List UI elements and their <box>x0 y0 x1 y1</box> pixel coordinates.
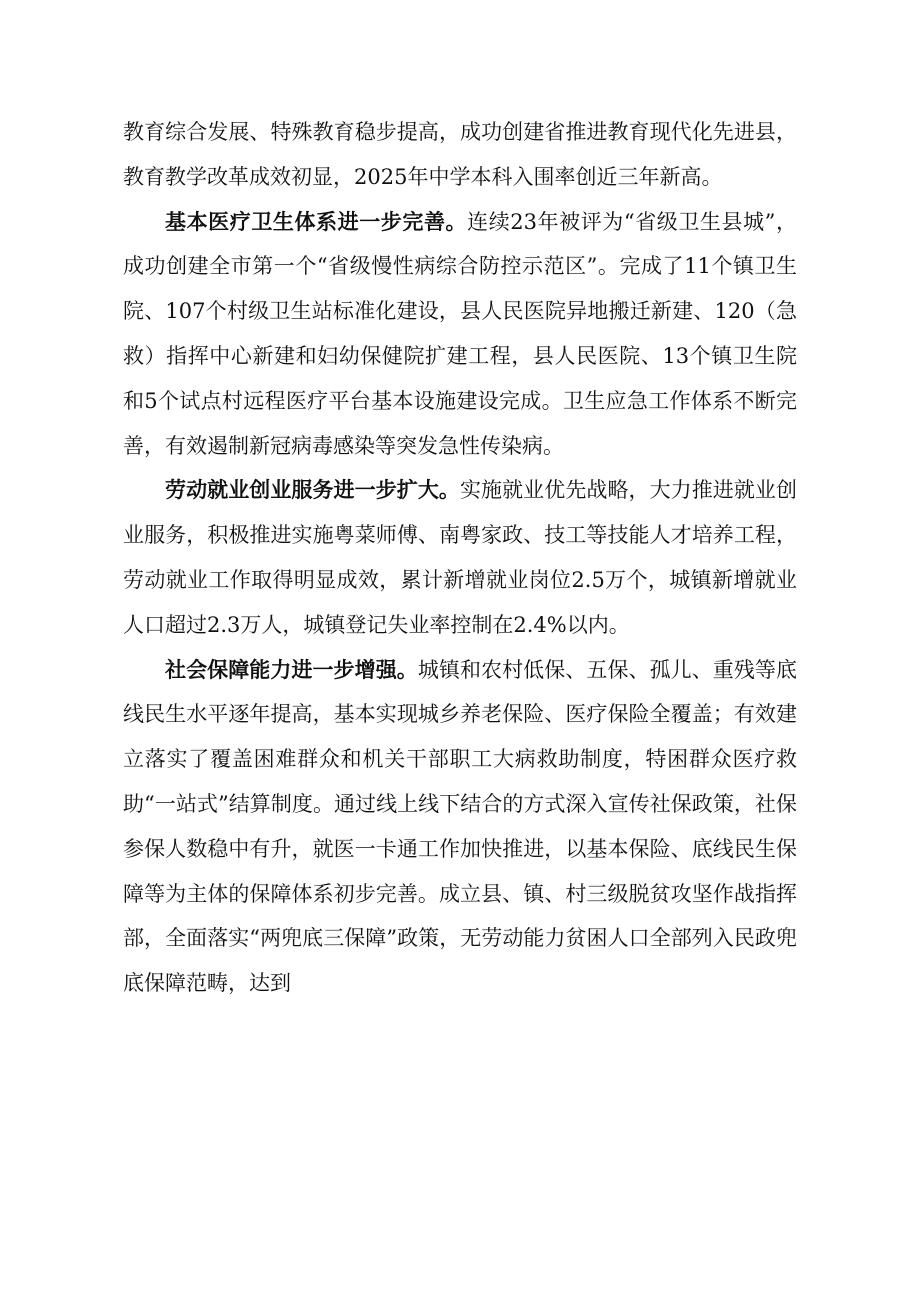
paragraph-healthcare <box>123 200 797 469</box>
paragraph-body: 城镇和农村低保、五保、孤儿、重残等底线民生水平逐年提高，基本实现城乡养老保险、医疗保险全覆盖；有效建立落实了覆盖困难群众和机关干部职工大病救助制度，特困群众医疗救助“一站式”结算制度。通过线上线下结合的方式深入宣传社保政策，社保参保人数稳中有升，就医一卡通工作加快推进，以基本保险、底线民生保障等为主体的保障体系初步完善。成立县、镇、村三级脱贫攻坚作战指挥部，全面落实“两兜底三保障”政策，无劳动能力贫困人口全部列入民政兜底保障范畴，达到 <box>123 657 797 996</box>
paragraph-heading: 劳动就业创业服务进一步扩大。 <box>165 478 460 503</box>
paragraph-education <box>123 110 797 200</box>
paragraph-heading: 社会保障能力进一步增强。 <box>165 657 418 682</box>
paragraph-employment <box>123 468 797 647</box>
paragraph-body: 教育综合发展、特殊教育稳步提高，成功创建省推进教育现代化先进县，教育教学改革成效初显，2025年中学本科入围率创近三年新高。 <box>123 120 797 189</box>
paragraph-social-security <box>123 648 797 1006</box>
paragraph-body: 连续23年被评为“省级卫生县城”，成功创建全市第一个“省级慢性病综合防控示范区”。完成了11个镇卫生院、107个村级卫生站标准化建设，县人民医院异地搬迁新建、120（急救）指挥中心新建和妇幼保健院扩建工程，县人民医院、13个镇卫生院和5个试点村远程医疗平台基本设施建设完成。卫生应急工作体系不断完善，有效遏制新冠病毒感染等突发急性传染病。 <box>123 209 797 458</box>
paragraph-heading: 基本医疗卫生体系进一步完善。 <box>165 209 468 234</box>
paragraph-body: 实施就业优先战略，大力推进就业创业服务，积极推进实施粤菜师傅、南粤家政、技工等技能人才培养工程，劳动就业工作取得明显成效，累计新增就业岗位2.5万个，城镇新增就业人口超过2.3万人，城镇登记失业率控制在2.4%以内。 <box>123 478 798 637</box>
document-page <box>123 110 797 1006</box>
